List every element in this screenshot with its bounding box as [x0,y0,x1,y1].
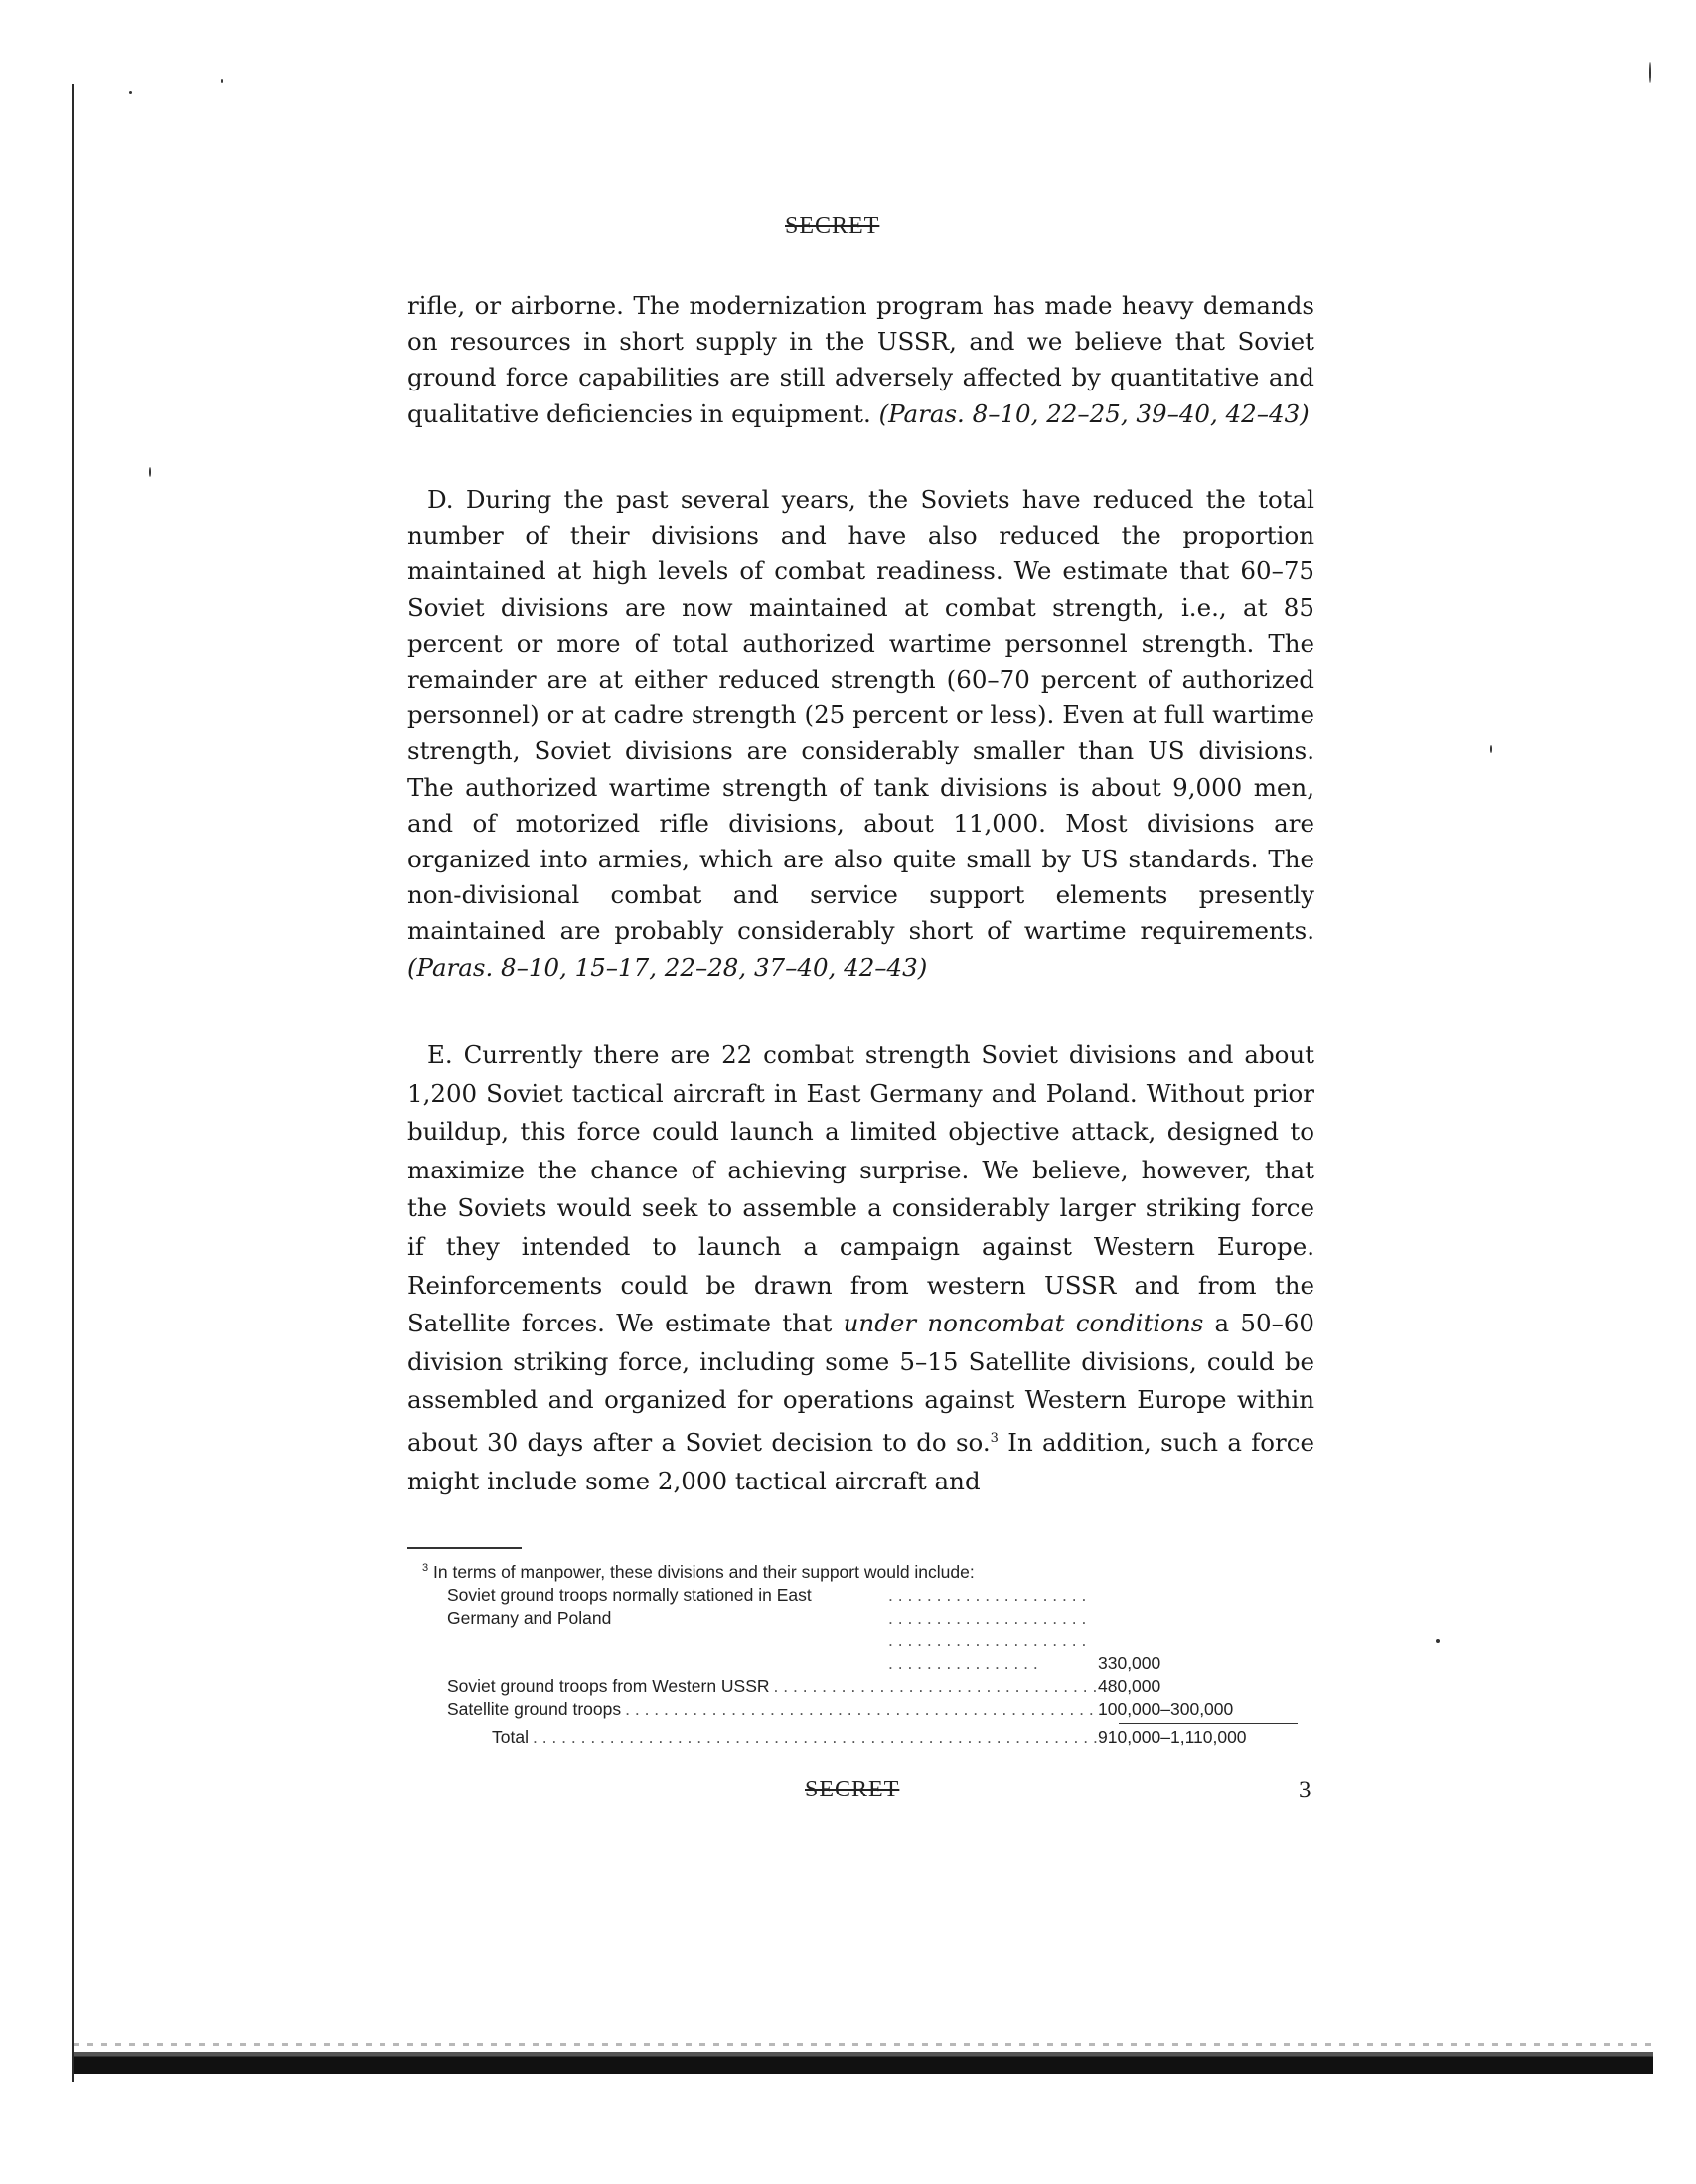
paragraph-e [407,1036,1314,1500]
footnote-row-label: Soviet ground troops normally stationed in East Germany and Poland [447,1584,812,1628]
emphasized-text: under noncombat conditions [843,1309,1204,1338]
scan-speck [221,79,223,83]
footnote-marker: 3 [422,1562,429,1574]
footnote-total-label: Total [492,1726,529,1747]
footnote-intro-text: In terms of manpower, these divisions and their support would include: [433,1561,975,1582]
scan-edge-bottom-speckle [74,2043,1653,2046]
paragraph-text: rifle, or airborne. The modernization program has made heavy demands on resources in short supply in the USSR, and we believe that Soviet ground force capabilities are still adversely affected by quantitative and qualitative deficiencies in equipment. [407,291,1314,428]
paragraph-text: a 50–60 division striking force, including some 5–15 Satellite divisions, could be assembled and organized for operations against Western Europe within about 30 days after a Soviet decision to do so. [407,1309,1315,1458]
scan-speck [1490,745,1492,753]
scan-speck [1649,62,1651,83]
leader-dots [529,1726,1098,1749]
scan-edge-left [72,84,74,2082]
leader-dots [621,1698,1098,1721]
footnote-total-row [447,1726,1277,1749]
footnote-table-row [447,1584,1277,1675]
footnote-table [422,1584,1277,1749]
footnote-table-row [447,1698,1277,1721]
scan-speck [1436,1639,1440,1643]
paragraph-text: Currently there are 22 combat strength Soviet divisions and about 1,200 Soviet tactical aircraft in East Germany and Poland. Without prior buildup, this force could launch a limited objective attack, designed to maximize the chance of achieving surprise. We believe, however, that the Soviets would seek to assemble a considerably larger striking force if they intended to launch a campaign against Western Europe. Reinforcements could be drawn from western USSR and from the Satellite forces. We estimate that [407,1040,1314,1338]
total-rule [1119,1723,1298,1724]
footnote [422,1557,1277,1749]
footnote-row-value: 100,000–300,000 [1098,1698,1234,1719]
footnote-intro [422,1557,1277,1584]
scan-speck [149,467,151,477]
footnote-total-value: 910,000–1,110,000 [1098,1726,1247,1747]
paragraph-c-continuation [407,288,1314,432]
footnote-table-row [447,1675,1277,1698]
footnote-row-label: Satellite ground troops [447,1698,622,1719]
footnote-row-label: Soviet ground troops from Western USSR [447,1675,770,1696]
footer-classification: SECRET [805,1777,900,1802]
paragraph-citation: (Paras. 8–10, 22–25, 39–40, 42–43) [878,398,1310,428]
leader-dots [884,1584,1098,1675]
leader-dots [770,1675,1098,1698]
scan-speck [129,91,132,94]
footnote-divider [407,1547,522,1549]
footnote-row-value: 330,000 [1098,1652,1161,1673]
paragraph-text: During the past several years, the Soviets have reduced the total number of their divisions and have also reduced the proportion maintained at high levels of combat readiness. We estimate that 60–75 Soviet divisions are now maintained at combat strength, i.e., at 85 percent or more of total authorized wartime personnel strength. The remainder are at either reduced strength (60–70 percent of authorized personnel) or at cadre strength (25 percent or less). Even at full wartime strength, Soviet divisions are considerably smaller than US divisions. The authorized wartime strength of tank divisions is about 9,000 men, and of motorized rifle divisions, about 11,000. Most divisions are organized into armies, which are also quite small by US standards. The non-divisional combat and service support elements presently maintained are probably considerably short of wartime requirements. [407,485,1314,946]
footnote-reference: 3 [990,1430,999,1446]
footnote-row-value: 480,000 [1098,1675,1161,1696]
paragraph-label: E. [427,1040,453,1069]
scan-edge-bottom [74,2052,1653,2074]
page-number: 3 [1299,1777,1311,1803]
paragraph-text: In addition, such a force might include some 2,000 tactical aircraft and [407,1428,1314,1495]
paragraph-d [407,482,1314,986]
header-classification: SECRET [785,213,880,238]
paragraph-label: D. [427,485,454,514]
paragraph-citation: (Paras. 8–10, 15–17, 22–28, 37–40, 42–43) [407,952,928,982]
